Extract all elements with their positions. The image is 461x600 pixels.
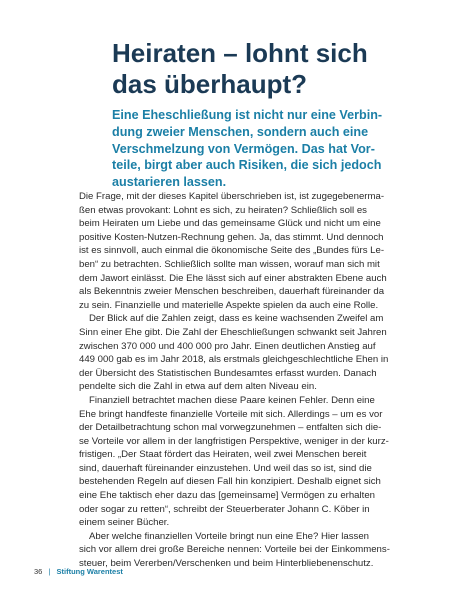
body-line: Ehe bringt handfeste finanzielle Vorteile mit sich. Allerdings – um es vor (79, 408, 383, 420)
body-line: positive Kosten-Nutzen-Rechnung gehen. Ja, das stimmt. Und dennoch (79, 231, 384, 243)
body-line: steuer, beim Vererben/Verschenken und beim Hinterbliebenenschutz. (79, 558, 374, 570)
body-line: zu sein. Finanzielle und materielle Aspekte spielen da auch eine Rolle. (79, 299, 379, 311)
body-line: einem seiner Bücher. (79, 517, 170, 529)
body-line: Der Blick auf die Zahlen zeigt, dass es keine wachsenden Zweifel am (89, 313, 384, 325)
lead-line: Verschmelzung von Vermögen. Das hat Vor- (112, 141, 375, 156)
publisher-name: Stiftung Warentest (56, 567, 123, 576)
body-line: oder sogar zu retten“, schreibt der Steuerberater Johann C. Köber in (79, 503, 370, 515)
body-line: Die Frage, mit der dieses Kapitel überschrieben ist, ist zugegebenerma- (79, 191, 385, 202)
lead-line: austarieren lassen. (112, 175, 227, 190)
lead-line: teile, birgt aber auch Risiken, die sich jedoch (112, 158, 382, 173)
body-line: der Detailbetrachtung schon mal vorwegzunehmen – entfalten sich die- (79, 422, 382, 434)
body-line: Sinn einer Ehe gibt. Die Zahl der Eheschließungen schwankt seit Jahren (79, 326, 387, 338)
body-line: Aber welche finanziellen Vorteile bringt nun eine Ehe? Hier lassen (89, 530, 369, 542)
chapter-title-line: Heiraten – lohnt sich (112, 38, 368, 68)
body-line: der Übersicht des Statistischen Bundesamtes erfasst wurden. Danach (79, 367, 377, 379)
page-footer (34, 567, 123, 576)
body-line: zwischen 370 000 und 400 000 pro Jahr. Einen deutlichen Anstieg auf (79, 340, 376, 352)
body-line: eine Ehe taktisch eher dazu das [gemeinsame] Vermögen zu erhalten (79, 490, 375, 502)
lead-line: dung zweier Menschen, sondern auch eine (112, 124, 369, 139)
body-line: ßen etwas provokant: Lohnt es sich, zu heiraten? Schließlich soll es (79, 204, 367, 216)
body-line: ist es sinnvoll, auch einmal die ökonomische Seite des „Bundes fürs Le- (79, 245, 385, 257)
body-line: se Vorteile vor allem in der langfristigen Perspektive, weniger in der kurz- (79, 435, 389, 447)
lead-line: Eine Eheschließung ist nicht nur eine Verbin- (112, 108, 383, 122)
body-text (79, 190, 441, 571)
body-line: Finanziell betrachtet machen diese Paare keinen Fehler. Denn eine (89, 394, 375, 406)
body-line: dem Jawort einlässt. Die Ehe lässt sich auf einer abstrakten Ebene auch (79, 272, 387, 284)
chapter-title (112, 38, 432, 100)
lead-paragraph (112, 107, 432, 191)
body-line: sich vor allem drei große Bereiche nennen: Vorteile bei der Einkommens- (79, 544, 390, 556)
body-line: fristigen. „Der Staat fördert das Heiraten, weil zwei Menschen bereit (79, 449, 367, 461)
body-line: beim Heiraten um Liebe und das gemeinsame Glück und nicht um eine (79, 218, 381, 230)
body-line: 449 000 gab es im Jahr 2018, als erstmals gleichgeschlechtliche Ehen in (79, 354, 389, 366)
body-line: als Bekenntnis zweier Menschen beschreiben, dauerhaft füreinander da (79, 286, 385, 298)
body-line: ben“ zu betrachten. Schließlich sollte man wissen, worauf man sich mit (79, 258, 380, 270)
page-number: 36 (34, 567, 43, 576)
body-line: sind, dauerhaft füreinander einzustehen. Und weil das so ist, sind die (79, 462, 372, 474)
body-line: bestehenden Regeln auf diesen Fall hin konzipiert. Deshalb eignet sich (79, 476, 381, 488)
body-line: pendelte sich die Zahl in etwa auf dem alten Niveau ein. (79, 381, 317, 393)
chapter-title-line: das überhaupt? (112, 69, 308, 99)
footer-separator: | (48, 567, 51, 576)
